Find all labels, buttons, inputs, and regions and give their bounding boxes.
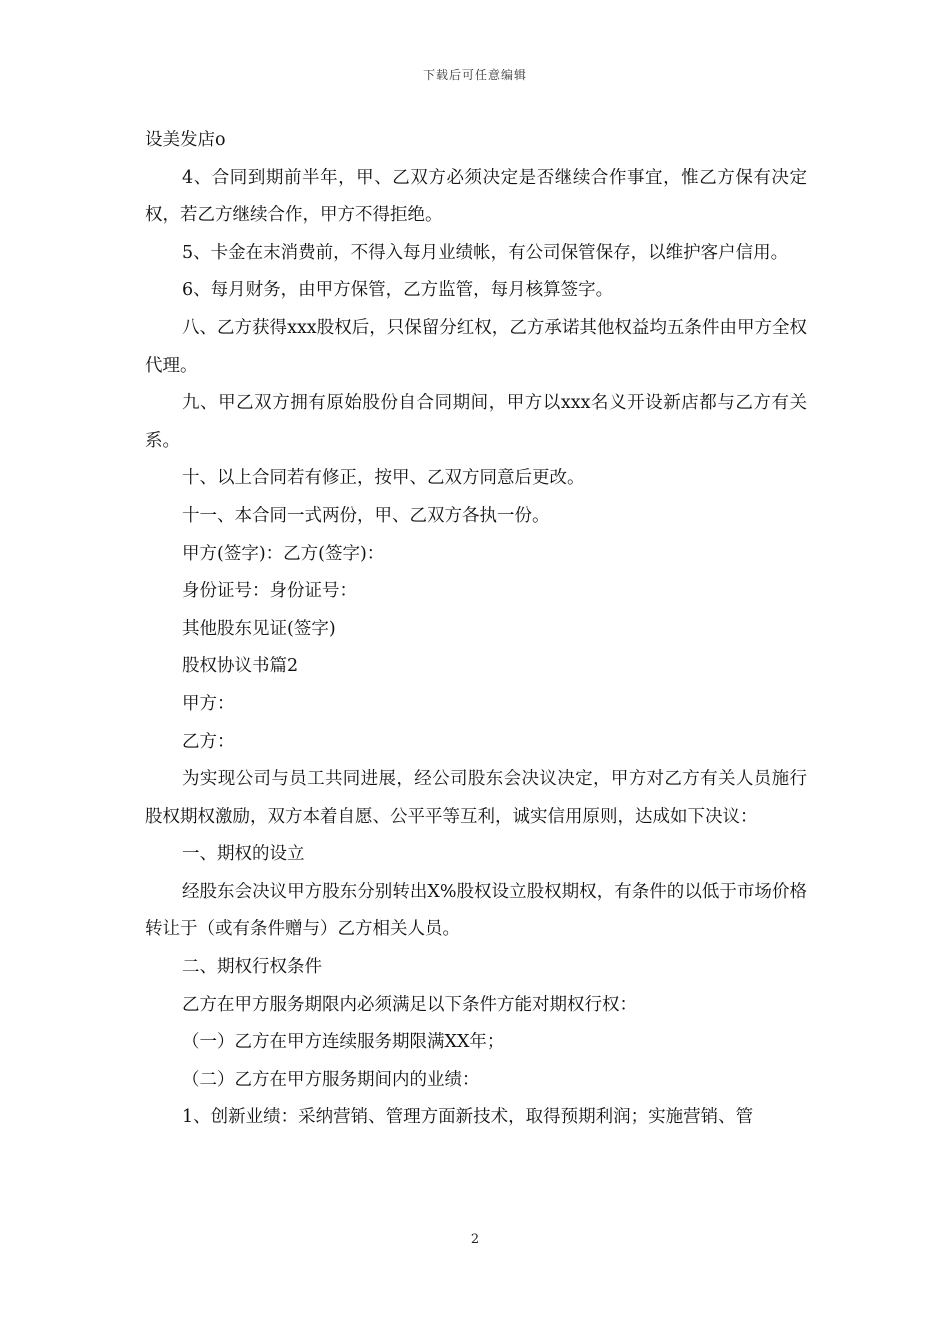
page-number: 2 xyxy=(470,1232,480,1247)
section-title: 股权协议书篇2 xyxy=(182,656,299,677)
paragraph-2: 4、合同到期前半年，甲、乙双方必须决定是否继续合作事宜，惟乙方保有决定权，若乙方继续合作，甲方不得拒绝。 xyxy=(145,167,807,226)
paragraph-17: 经股东会决议甲方股东分别转出X%股权设立股权期权，有条件的以低于市场价格转让于（或有条件赠与）乙方相关人员。 xyxy=(145,881,807,940)
signature-line: 甲方(签字)：乙方(签字)： xyxy=(182,543,385,564)
paragraph-6: 九、甲乙双方拥有原始股份自合同期间，甲方以xxx名义开设新店都与乙方有关系。 xyxy=(145,393,807,451)
party-b-line: 乙方： xyxy=(182,731,235,752)
witness-line: 其他股东见证(签字) xyxy=(182,618,336,639)
paragraph-20: （一）乙方在甲方连续服务期限满XX年； xyxy=(182,1032,505,1053)
paragraph-19: 乙方在甲方服务期限内必须满足以下条件方能对期权行权： xyxy=(182,994,637,1015)
paragraph-5: 八、乙方获得xxx股权后，只保留分红权，乙方承诺其他权益均五条件由甲方全权代理。 xyxy=(145,317,807,376)
page-header-note: 下载后可任意编辑 xyxy=(422,68,527,82)
paragraph-3: 5、卡金在末消费前，不得入每月业绩帐，有公司保管保存，以维护客户信用。 xyxy=(182,242,789,263)
paragraph-8: 十一、本合同一式两份，甲、乙双方各执一份。 xyxy=(182,505,550,526)
document-body xyxy=(145,122,807,1137)
paragraph-4: 6、每月财务，由甲方保管，乙方监管，每月核算签字。 xyxy=(182,280,614,301)
paragraph-15: 为实现公司与员工共同进展，经公司股东会决议决定，甲方对乙方有关人员施行股权期权激励，双方本着自愿、公平平等互利，诚实信用原则，达成如下决议： xyxy=(145,769,807,827)
heading-exercise-conditions: 二、期权行权条件 xyxy=(182,957,322,978)
heading-option-setup: 一、期权的设立 xyxy=(182,844,305,865)
paragraph-7: 十、以上合同若有修正，按甲、乙双方同意后更改。 xyxy=(182,468,585,489)
party-a-line: 甲方： xyxy=(182,693,235,714)
paragraph-21: （二）乙方在甲方服务期间内的业绩： xyxy=(182,1069,480,1090)
paragraph-1: 设美发店o xyxy=(145,130,226,150)
paragraph-22: 1、创新业绩：采纳营销、管理方面新技术，取得预期利润；实施营销、管 xyxy=(182,1107,754,1128)
id-number-line: 身份证号：身份证号： xyxy=(182,581,357,602)
